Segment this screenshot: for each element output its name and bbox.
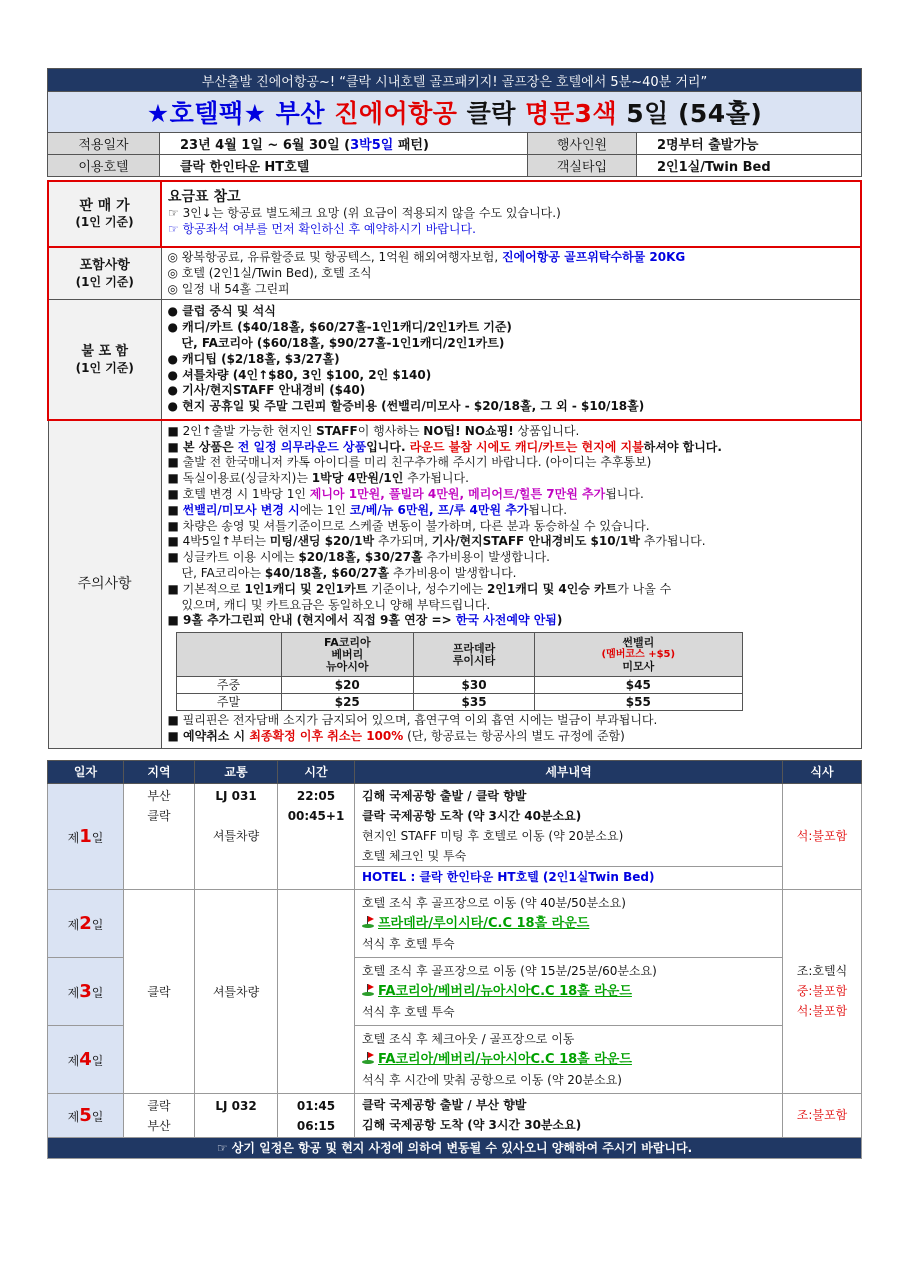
exclude-item: ● 클럽 중식 및 석식 bbox=[167, 304, 276, 319]
day-5: 제5일 bbox=[48, 1093, 124, 1137]
price-heading: 요금표 참고 bbox=[168, 189, 241, 206]
note-line: ■ 호텔 변경 시 1박당 1인 제니아 1만원, 풀빌라 4만원, 메리어트/힐튼 7만원 추가됩니다. bbox=[167, 487, 644, 502]
schedule-table bbox=[47, 760, 862, 1159]
price-line: ☞ 항공좌석 여부를 먼저 확인하신 후 예약하시기 바랍니다. bbox=[168, 221, 476, 236]
day-4: 제4일 bbox=[48, 1025, 124, 1093]
d5-detail: 클락 국제공항 출발 / 부산 향발 김해 국제공항 도착 (약 3시간 30분소요) bbox=[355, 1093, 783, 1137]
d3-detail: 호텔 조식 후 골프장으로 이동 (약 15분/25분/60분소요) FA코리아/베버리/뉴아시아C.C 18홀 라운드 석식 후 호텔 투숙 bbox=[355, 957, 783, 1025]
greenfee-row-label: 주중 bbox=[176, 677, 281, 694]
d5-meal: 조:불포함 bbox=[783, 1093, 862, 1137]
page-title bbox=[48, 92, 862, 133]
title-airline: 진에어항공 bbox=[334, 99, 458, 128]
apply-value-c: 패턴) bbox=[393, 138, 429, 153]
note-line: 단, FA코리아는 $40/18홀, $60/27홀 추가비용이 발생합니다. bbox=[181, 566, 517, 581]
note-line: ■ 독실이용료(싱글차지)는 1박당 4만원/1인 추가됩니다. bbox=[167, 471, 469, 486]
exclude-body bbox=[161, 300, 861, 420]
golf-flag-icon bbox=[362, 1052, 374, 1064]
greenfee-row-label: 주말 bbox=[176, 694, 281, 711]
d234-meal: 조:호텔식 중:불포함 석:불포함 bbox=[783, 889, 862, 1093]
d5-region: 클락 부산 bbox=[124, 1093, 195, 1137]
title-part: 5일 (54홀) bbox=[617, 99, 763, 128]
day-1: 제1일 bbox=[48, 783, 124, 889]
golf-flag-icon bbox=[362, 984, 374, 996]
d1-region: 부산 클락 bbox=[124, 783, 195, 889]
d5-time: 01:45 06:15 bbox=[278, 1093, 355, 1137]
people-value: 2명부터 출발가능 bbox=[637, 133, 862, 155]
exclude-label-text: 불 포 함 bbox=[81, 343, 129, 359]
note-line: 있으며, 캐디 및 카트요금은 동일하오니 양해 부탁드립니다. bbox=[181, 597, 491, 612]
greenfee-header: 프라데라 루이시타 bbox=[414, 633, 535, 677]
include-body bbox=[161, 247, 861, 300]
notes-label: 주의사항 bbox=[48, 420, 161, 748]
room-label: 객실타입 bbox=[528, 155, 637, 177]
document bbox=[47, 68, 862, 1159]
note-line: ■ 싱글카트 이용 시에는 $20/18홀, $30/27홀 추가비용이 발생합니다. bbox=[167, 550, 550, 565]
price-body bbox=[161, 181, 861, 247]
d5-transport: LJ 032 bbox=[195, 1093, 278, 1137]
note-line: ■ 9홀 추가그린피 안내 (현지에서 직접 9홀 연장 => 한국 사전예약 안됨) bbox=[167, 613, 563, 628]
greenfee-cell: $45 bbox=[535, 677, 742, 694]
hotel-value: 클락 한인타운 HT호텔 bbox=[160, 155, 528, 177]
greenfee-header: 썬밸리 (멤버코스 +$5) 미모사 bbox=[535, 633, 742, 677]
price-label-text: 판 매 가 bbox=[79, 198, 130, 214]
note-line: ■ 차량은 송영 및 셔틀기준이므로 스케줄 변동이 불가하며, 다른 분과 동승하실 수 있습니다. bbox=[167, 518, 650, 533]
apply-label: 적용일자 bbox=[48, 133, 160, 155]
title-part: 클락 bbox=[457, 99, 526, 128]
greenfee-cell: $20 bbox=[281, 677, 414, 694]
d234-time bbox=[278, 889, 355, 1093]
note-line: ■ 4박5일↑부터는 미팅/샌딩 $20/1박 추가되며, 기사/현지STAFF 안내경비도 $10/1박 추가됩니다. bbox=[167, 534, 706, 549]
title-highlight: 명문3색 bbox=[525, 99, 618, 128]
note-line: ■ 출발 전 한국매니저 카톡 아이디를 미리 친구추가해 주시기 바랍니다. (아이디는 추후통보) bbox=[167, 455, 652, 470]
exclude-item: ● 기사/현지STAFF 안내경비 ($40) bbox=[167, 383, 366, 398]
exclude-item: ● 셔틀차량 (4인↑$80, 3인 $100, 2인 $140) bbox=[167, 367, 432, 382]
note-line: ■ 기본적으로 1인1캐디 및 2인1카트 기준이나, 성수기에는 2인1캐디 및 4인승 카트가 나올 수 bbox=[167, 581, 672, 596]
room-value: 2인1실/Twin Bed bbox=[637, 155, 862, 177]
greenfee-table bbox=[176, 632, 743, 711]
greenfee-cell: $55 bbox=[535, 694, 742, 711]
header-table bbox=[47, 68, 862, 177]
notes-body bbox=[161, 420, 861, 748]
greenfee-cell: $35 bbox=[414, 694, 535, 711]
col-time: 시간 bbox=[278, 760, 355, 783]
price-line: ☞ 3인↓는 항공료 별도체크 요망 (위 요금이 적용되지 않을 수도 있습니다.) bbox=[168, 206, 561, 221]
people-label: 행사인원 bbox=[528, 133, 637, 155]
include-label bbox=[48, 247, 161, 300]
d1-time: 22:05 00:45+1 bbox=[278, 783, 355, 889]
exclude-item: ● 캐디팁 ($2/18홀, $3/27홀) bbox=[167, 351, 340, 366]
title-part: ★호텔팩★ 부산 bbox=[146, 99, 335, 128]
note-line: ■ 2인↑출발 가능한 현지인 STAFF이 행사하는 NO팁! NO쇼핑! 상품입니다. bbox=[167, 423, 580, 438]
d1-meal: 석:불포함 bbox=[783, 783, 862, 889]
include-line1b: 진에어항공 골프위탁수하물 20KG bbox=[501, 250, 686, 264]
exclude-label bbox=[48, 300, 161, 420]
note-line: ■ 필리핀은 전자담배 소지가 금지되어 있으며, 흡연구역 이외 흡연 시에는 벌금이 부과됩니다. bbox=[167, 713, 658, 728]
price-label bbox=[48, 181, 161, 247]
apply-value-a: 23년 4월 1일 ~ 6월 30일 ( bbox=[180, 138, 351, 153]
note-line: ■ 본 상품은 전 일정 의무라운드 상품입니다. 라운드 불참 시에도 캐디/카트는 현지에 지불하셔야 합니다. bbox=[167, 439, 722, 454]
day-2: 제2일 bbox=[48, 889, 124, 957]
exclude-item: 단, FA코리아 ($60/18홀, $90/27홀-1인1캐디/2인1카트) bbox=[181, 335, 505, 350]
schedule-footer: ☞ 상기 일정은 항공 및 현지 사정에 의하여 변동될 수 있사오니 양해하여 주시기 바랍니다. bbox=[48, 1137, 862, 1158]
d1-detail: 김해 국제공항 출발 / 클락 향발 클락 국제공항 도착 (약 3시간 40분소요) 현지인 STAFF 미팅 후 호텔로 이동 (약 20분소요) 호텔 체크인 및 투숙 HOTEL : 클락 한인타운 HT호텔 (2인1실Twin Bed) bbox=[355, 783, 783, 889]
greenfee-corner bbox=[176, 633, 281, 677]
price-sub: (1인 기준) bbox=[75, 215, 134, 229]
greenfee-cell: $25 bbox=[281, 694, 414, 711]
apply-value bbox=[160, 133, 528, 155]
include-sub: (1인 기준) bbox=[75, 274, 134, 289]
include-line bbox=[168, 250, 855, 266]
greenfee-cell: $30 bbox=[414, 677, 535, 694]
include-line: ◎ 일정 내 54홀 그린피 bbox=[167, 281, 290, 296]
greenfee-header: FA코리아 베버리 뉴아시아 bbox=[281, 633, 414, 677]
d1-hotel: HOTEL : 클락 한인타운 HT호텔 (2인1실Twin Bed) bbox=[355, 866, 782, 887]
d234-region: 클락 bbox=[124, 889, 195, 1093]
exclude-item: ● 현지 공휴일 및 주말 그린피 할증비용 (썬밸리/미모사 - $20/18홀, 그 외 - $10/18홀) bbox=[167, 399, 645, 414]
include-line1a: ◎ 왕복항공료, 유류할증료 및 항공텍스, 1억원 해외여행자보험, bbox=[167, 250, 502, 264]
col-day: 일자 bbox=[48, 760, 124, 783]
include-label-text: 포함사항 bbox=[79, 257, 130, 273]
exclude-item: ● 캐디/카트 ($40/18홀, $60/27홀-1인1캐디/2인1카트 기준) bbox=[167, 320, 512, 335]
hotel-label: 이용호텔 bbox=[48, 155, 160, 177]
apply-value-b: 3박5일 bbox=[350, 138, 394, 153]
banner: 부산출발 진에어항공~! “클락 시내호텔 골프패키지! 골프장은 호텔에서 5분~40분 거리” bbox=[48, 69, 862, 92]
col-detail: 세부내역 bbox=[355, 760, 783, 783]
d2-detail: 호텔 조식 후 골프장으로 이동 (약 40분/50분소요) 프라데라/루이시타/C.C 18홀 라운드 석식 후 호텔 투숙 bbox=[355, 889, 783, 957]
day-3: 제3일 bbox=[48, 957, 124, 1025]
d234-transport: 셔틀차량 bbox=[195, 889, 278, 1093]
details-table bbox=[47, 180, 862, 749]
golf-flag-icon bbox=[362, 916, 374, 928]
col-region: 지역 bbox=[124, 760, 195, 783]
d4-detail: 호텔 조식 후 체크아웃 / 골프장으로 이동 FA코리아/베버리/뉴아시아C.C 18홀 라운드 석식 후 시간에 맞춰 공항으로 이동 (약 20분소요) bbox=[355, 1025, 783, 1093]
exclude-sub: (1인 기준) bbox=[75, 360, 134, 375]
col-meal: 식사 bbox=[783, 760, 862, 783]
include-line: ◎ 호텔 (2인1실/Twin Bed), 호텔 조식 bbox=[167, 265, 372, 280]
note-line: ■ 썬밸리/미모사 변경 시에는 1인 코/베/뉴 6만원, 프/루 4만원 추가됩니다. bbox=[167, 502, 568, 517]
col-transport: 교통 bbox=[195, 760, 278, 783]
note-line: ■ 예약취소 시 최종확정 이후 취소는 100% (단, 항공료는 항공사의 별도 규정에 준함) bbox=[167, 729, 625, 744]
d1-transport: LJ 031 셔틀차량 bbox=[195, 783, 278, 889]
